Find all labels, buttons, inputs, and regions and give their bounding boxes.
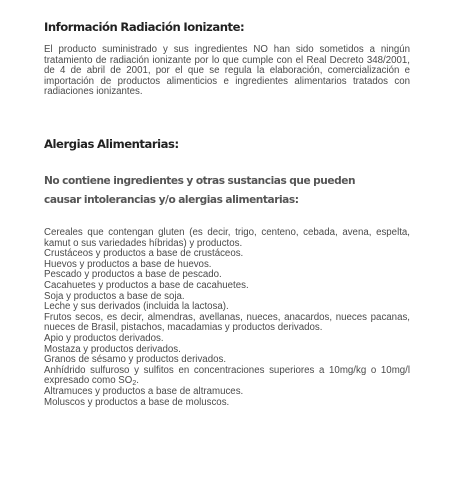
allergies-statement: No contiene ingredientes y otras sustancias que pueden causar intolerancias y/o alergias alimentarias: [44,175,356,206]
allergen-item: Leche y sus derivados (incluida la lactosa). [44,301,229,313]
allergen-item: Pescado y productos a base de pescado. [44,269,222,281]
allergen-item: Altramuces y productos a base de altramuces. [44,385,244,397]
allergen-item: Soja y productos a base de soja. [44,290,185,302]
allergen-item: Huevos y productos a base de huevos. [44,258,212,270]
allergen-item: Granos de sésamo y productos derivados. [44,354,227,366]
allergen-list [44,228,410,408]
allergen-item: Cereales que contengan gluten (es decir, trigo, centeno, cebada, avena, espelta, kamut o sus variedades híbridas) y productos. [44,227,410,249]
allergies-heading: Alergias Alimentarias: [44,137,179,151]
allergen-item-sulfites: Anhídrido sulfuroso y sulfitos en concentraciones superiores a 10mg/kg o 10mg/l expresado como $SO_2$. [44,364,410,388]
allergen-item: Cacahuetes y productos a base de cacahuetes. [44,279,249,291]
allergen-item: Moluscos y productos a base de moluscos. [44,396,230,408]
allergen-item: Mostaza y productos derivados. [44,343,181,355]
radiation-heading: Información Radiación Ionizante: [44,20,245,34]
radiation-paragraph: El producto suministrado y sus ingredientes NO han sido sometidos a ningún tratamiento de radiación ionizante por lo que cumple con el Real Decreto 348/2001, de 4 de abril de 2001, por el que se regula la elaboración, comercialización e importación de productos alimenticios e ingredientes alimentarios tratados con radiaciones ionizantes. [44,44,410,98]
allergen-item: Apio y productos derivados. [44,332,164,344]
allergen-item: Frutos secos, es decir, almendras, avellanas, nueces, anacardos, nueces pacanas, nueces de Brasil, pistachos, macadamias y productos derivados. [44,311,410,334]
so2-subscript: 2 [132,380,137,388]
allergen-item: Crustáceos y productos a base de crustáceos. [44,248,244,260]
allergen-item-text: Anhídrido sulfuroso y sulfitos en concentraciones superiores a 10mg/kg o 10mg/l expresado como SO [44,364,410,387]
